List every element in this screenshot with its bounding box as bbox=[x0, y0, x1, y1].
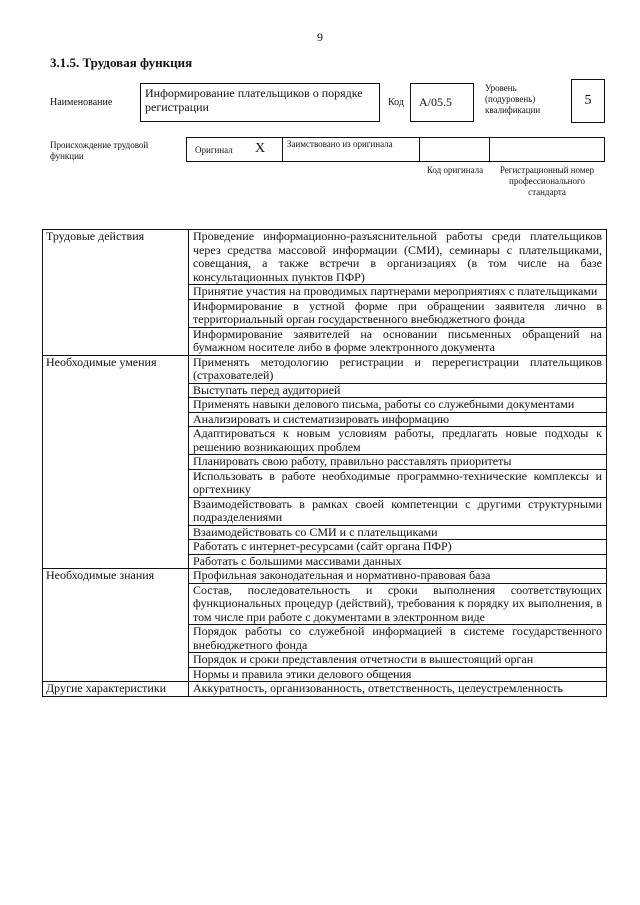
section-item: Работать с большими массивами данных bbox=[189, 554, 607, 569]
registration-number-caption: Регистрационный номер профессионального стандарта bbox=[499, 165, 595, 197]
section-item: Принятие участия на проводимых партнерами мероприятиях с плательщиками bbox=[189, 285, 607, 300]
origin-table bbox=[186, 137, 605, 162]
table-row bbox=[43, 569, 607, 584]
original-mark: X bbox=[255, 141, 266, 156]
origin-label: Происхождение трудовой функции bbox=[50, 140, 149, 161]
section-item: Проведение информационно-разъяснительной работы среди плательщиков через средства массовой информации (СМИ), семинары с плательщиками, совещания, а также встречи в организациях (в том числе на базе консультационных пунктов ПФР) bbox=[189, 230, 607, 285]
section-item: Информирование заявителей на основании письменных обращений на бумажном носителе либо в форме электронного документа bbox=[189, 327, 607, 355]
section-item: Применять навыки делового письма, работы со служебными документами bbox=[189, 398, 607, 413]
borrowed-cell bbox=[283, 138, 420, 161]
labor-function-table bbox=[42, 229, 607, 697]
table-row bbox=[43, 230, 607, 285]
section-item: Выступать перед аудиторией bbox=[189, 383, 607, 398]
section-item: Применять методологию регистрации и перерегистрации плательщиков (страхователей) bbox=[189, 355, 607, 383]
section-item: Анализировать и систематизировать информацию bbox=[189, 412, 607, 427]
table-row bbox=[43, 682, 607, 697]
section-heading: Трудовые действия bbox=[43, 230, 189, 356]
page-number: 9 bbox=[317, 30, 323, 44]
registration-number-cell bbox=[490, 138, 604, 161]
section-item: Адаптироваться к новым условиям работы, предлагать новые подходы к решению возникающих проблем bbox=[189, 427, 607, 455]
section-item: Информирование в устной форме при обращении заявителя лично в территориальный орган государственного внебюджетного фонда bbox=[189, 299, 607, 327]
original-cell bbox=[187, 138, 283, 161]
original-label: Оригинал bbox=[195, 145, 233, 155]
section-item: Использовать в работе необходимые программно-технические комплексы и оргтехнику bbox=[189, 469, 607, 497]
level-value: 5 bbox=[571, 79, 605, 123]
name-label: Наименование bbox=[50, 97, 113, 108]
section-title: 3.1.5. Трудовая функция bbox=[50, 55, 193, 70]
section-item: Порядок работы со служебной информацией в системе государственного внебюджетного фонда bbox=[189, 625, 607, 653]
code-label: Код bbox=[388, 97, 404, 108]
section-item: Нормы и правила этики делового общения bbox=[189, 667, 607, 682]
level-label: Уровень (подуровень) квалификации bbox=[485, 83, 541, 115]
original-code-cell bbox=[420, 138, 490, 161]
function-name-value: Информирование плательщиков о порядке регистрации bbox=[140, 83, 380, 122]
section-heading: Необходимые знания bbox=[43, 569, 189, 682]
section-item: Взаимодействовать со СМИ и с плательщиками bbox=[189, 525, 607, 540]
table-row bbox=[43, 355, 607, 383]
borrowed-label: Заимствовано из оригинала bbox=[287, 139, 393, 149]
section-item: Планировать свою работу, правильно расставлять приоритеты bbox=[189, 455, 607, 470]
section-item: Состав, последовательность и сроки выполнения соответствующих функциональных процедур (действий), требования к порядку их выполнения, в том числе при работе с документами в электронном виде bbox=[189, 583, 607, 625]
section-item: Работать с интернет-ресурсами (сайт органа ПФР) bbox=[189, 540, 607, 555]
section-item: Порядок и сроки представления отчетности в вышестоящий орган bbox=[189, 653, 607, 668]
section-item: Взаимодействовать в рамках своей компетенции с другими структурными подразделениями bbox=[189, 497, 607, 525]
section-item: Аккуратность, организованность, ответственность, целеустремленность bbox=[189, 682, 607, 697]
section-item: Профильная законодательная и нормативно-правовая база bbox=[189, 569, 607, 584]
section-heading: Другие характеристики bbox=[43, 682, 189, 697]
function-code-value: А/05.5 bbox=[410, 83, 474, 122]
section-heading: Необходимые умения bbox=[43, 355, 189, 569]
original-code-caption: Код оригинала bbox=[426, 165, 484, 175]
